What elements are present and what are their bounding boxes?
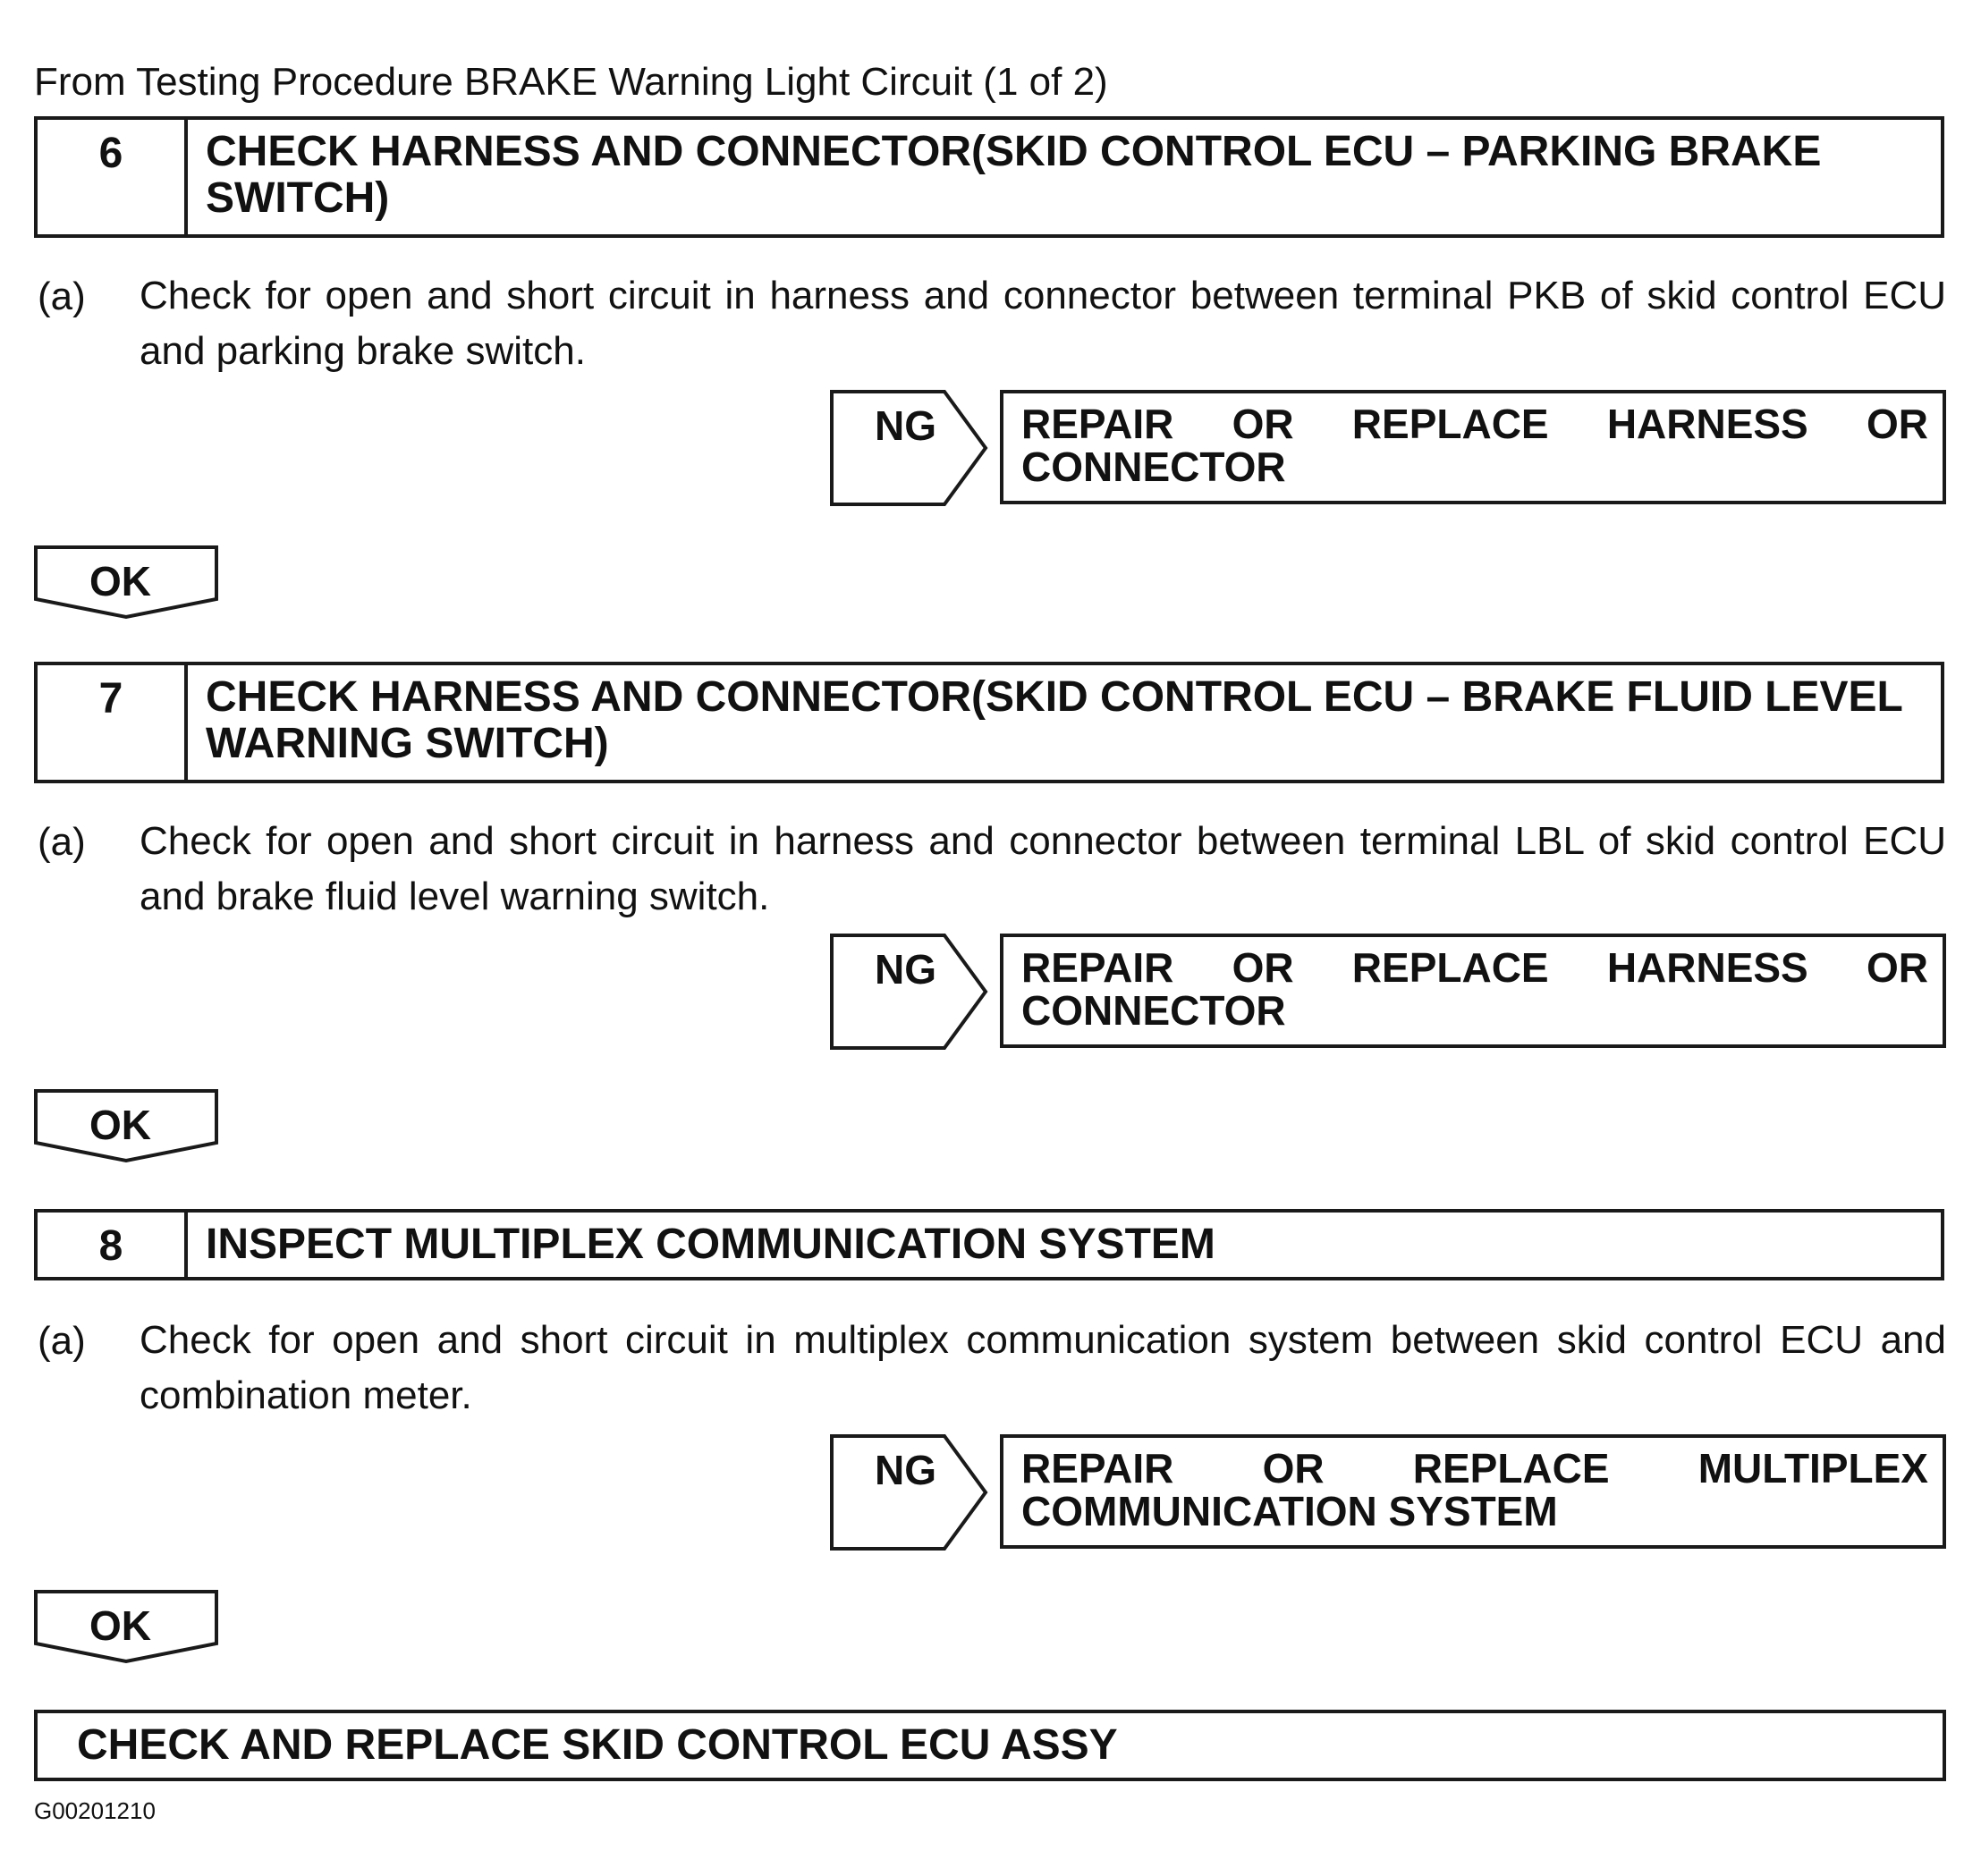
ng-action-word: HARNESS xyxy=(1606,944,1808,991)
ng-action-word: REPAIR xyxy=(1021,1445,1174,1492)
ng-action-word: REPLACE xyxy=(1351,944,1549,991)
step-6-ok-label: OK xyxy=(89,558,151,604)
step-8-sub-label: (a) xyxy=(38,1319,86,1363)
step-6-title: CHECK HARNESS AND CONNECTOR(SKID CONTROL ECU – PARKING BRAKE SWITCH) xyxy=(206,128,1822,222)
step-6-ng-action-line1 xyxy=(1021,402,1928,445)
ng-action-word: OR xyxy=(1262,1445,1325,1492)
ng-action-word: MULTIPLEX xyxy=(1697,1445,1928,1492)
step-6-ng-label: NG xyxy=(875,402,936,449)
final-step-box: CHECK AND REPLACE SKID CONTROL ECU ASSY xyxy=(34,1710,1946,1781)
step-7-ng-result xyxy=(1000,934,1946,1048)
step-6-header xyxy=(34,116,1944,238)
step-8-ng-action-line1 xyxy=(1021,1447,1928,1490)
step-6-number: 6 xyxy=(38,120,188,234)
step-6-ng-action-line2: CONNECTOR xyxy=(1021,444,1286,490)
ng-action-word: REPAIR xyxy=(1021,401,1174,447)
step-8-instruction: Check for open and short circuit in multiplex communication system between skid control ECU and combination meter. xyxy=(140,1318,1946,1417)
ng-action-word: HARNESS xyxy=(1606,401,1808,447)
step-6-sub-label: (a) xyxy=(38,275,86,318)
step-8-title: INSPECT MULTIPLEX COMMUNICATION SYSTEM xyxy=(206,1221,1215,1268)
step-7-ng-action-line2: CONNECTOR xyxy=(1021,987,1286,1034)
step-7-ng-label: NG xyxy=(875,946,936,993)
ng-action-word: OR xyxy=(1866,401,1928,447)
step-8-ng-result xyxy=(1000,1434,1946,1549)
step-7-ng-action-line1 xyxy=(1021,946,1928,989)
step-7-title: CHECK HARNESS AND CONNECTOR(SKID CONTROL ECU – BRAKE FLUID LEVEL WARNING SWITCH) xyxy=(206,673,1903,767)
step-8-number: 8 xyxy=(38,1213,188,1277)
step-7-number: 7 xyxy=(38,665,188,780)
step-8-ng-action-line2: COMMUNICATION SYSTEM xyxy=(1021,1488,1558,1534)
step-8-ok-label: OK xyxy=(89,1602,151,1649)
step-7-ok-label: OK xyxy=(89,1102,151,1148)
ng-action-word: REPLACE xyxy=(1351,401,1549,447)
ng-action-word: REPAIR xyxy=(1021,944,1174,991)
figure-code: G00201210 xyxy=(34,1797,156,1824)
step-6-instruction: Check for open and short circuit in harness and connector between terminal PKB of skid control ECU and parking brake switch. xyxy=(140,274,1946,373)
step-7-sub-label: (a) xyxy=(38,820,86,864)
ng-action-word: REPLACE xyxy=(1412,1445,1610,1492)
step-8-header xyxy=(34,1209,1944,1280)
step-8-ng-label: NG xyxy=(875,1447,936,1493)
procedure-header: From Testing Procedure BRAKE Warning Light Circuit (1 of 2) xyxy=(34,60,1108,104)
ng-action-word: OR xyxy=(1232,944,1294,991)
ng-action-word: OR xyxy=(1866,944,1928,991)
step-7-instruction: Check for open and short circuit in harness and connector between terminal LBL of skid control ECU and brake fluid level warning switch. xyxy=(140,819,1946,918)
step-7-header xyxy=(34,662,1944,783)
ng-action-word: OR xyxy=(1232,401,1294,447)
step-6-ng-result xyxy=(1000,390,1946,504)
